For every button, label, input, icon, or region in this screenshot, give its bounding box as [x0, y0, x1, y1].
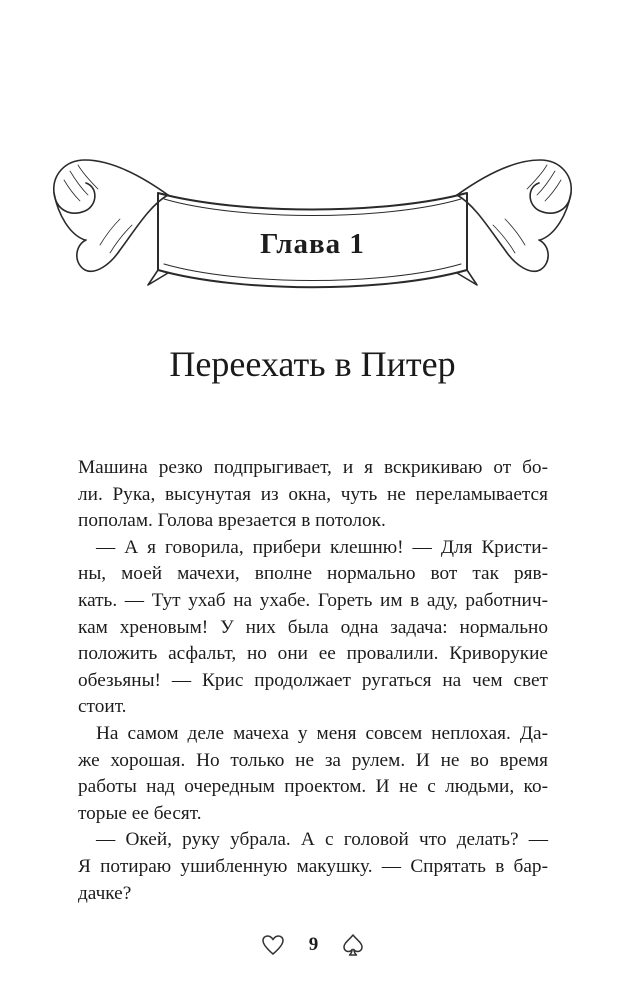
body-line: На самом деле мачеха у меня совсем неплохая. Да- [96, 722, 548, 744]
chapter-title: Переехать в Питер [169, 344, 456, 384]
ribbon-banner-icon [40, 135, 585, 305]
page-number: 9 [308, 934, 319, 955]
spade-outline-icon [342, 933, 364, 957]
body-line: — А я говорила, прибери клешню! — Для Кристи- [96, 536, 548, 558]
body-line: Машина резко подпрыгивает, и я вскрикиваю от бо- [78, 457, 548, 478]
body-line: дачке? [78, 882, 132, 904]
body-line: ны, моей мачехи, вполне нормально вот так ряв- [78, 563, 548, 585]
body-line: Я потираю ушибленную макушку. — Спрятать в бар- [78, 855, 548, 877]
body-line: торые ее бесят. [78, 802, 202, 824]
body-line: работы над очередным проектом. И не с людьми, ко- [78, 776, 548, 798]
body-line: же хорошая. Но только не за рулем. И не во время [78, 749, 548, 771]
body-line: кать. — Тут ухаб на ухабе. Гореть им в аду, работнич- [78, 589, 548, 611]
heart-outline-icon [261, 934, 285, 956]
body-line: стоит. [78, 696, 127, 718]
body-line: обезьяны! — Крис продолжает ругаться на чем свет [78, 669, 548, 691]
body-line: пополам. Голова врезается в потолок. [78, 510, 386, 532]
body-line: ли. Рука, высунутая из окна, чуть не переламывается [78, 483, 548, 505]
body-line: кам хреновым! У них была одна задача: нормально [78, 616, 548, 638]
body-line: положить асфальт, но они ее провалили. Криворукие [78, 643, 548, 665]
chapter-body [78, 455, 548, 907]
page-footer [0, 930, 625, 960]
chapter-number: Глава 1 [260, 228, 365, 260]
body-line: — Окей, руку убрала. А с головой что делать? — [96, 829, 548, 851]
